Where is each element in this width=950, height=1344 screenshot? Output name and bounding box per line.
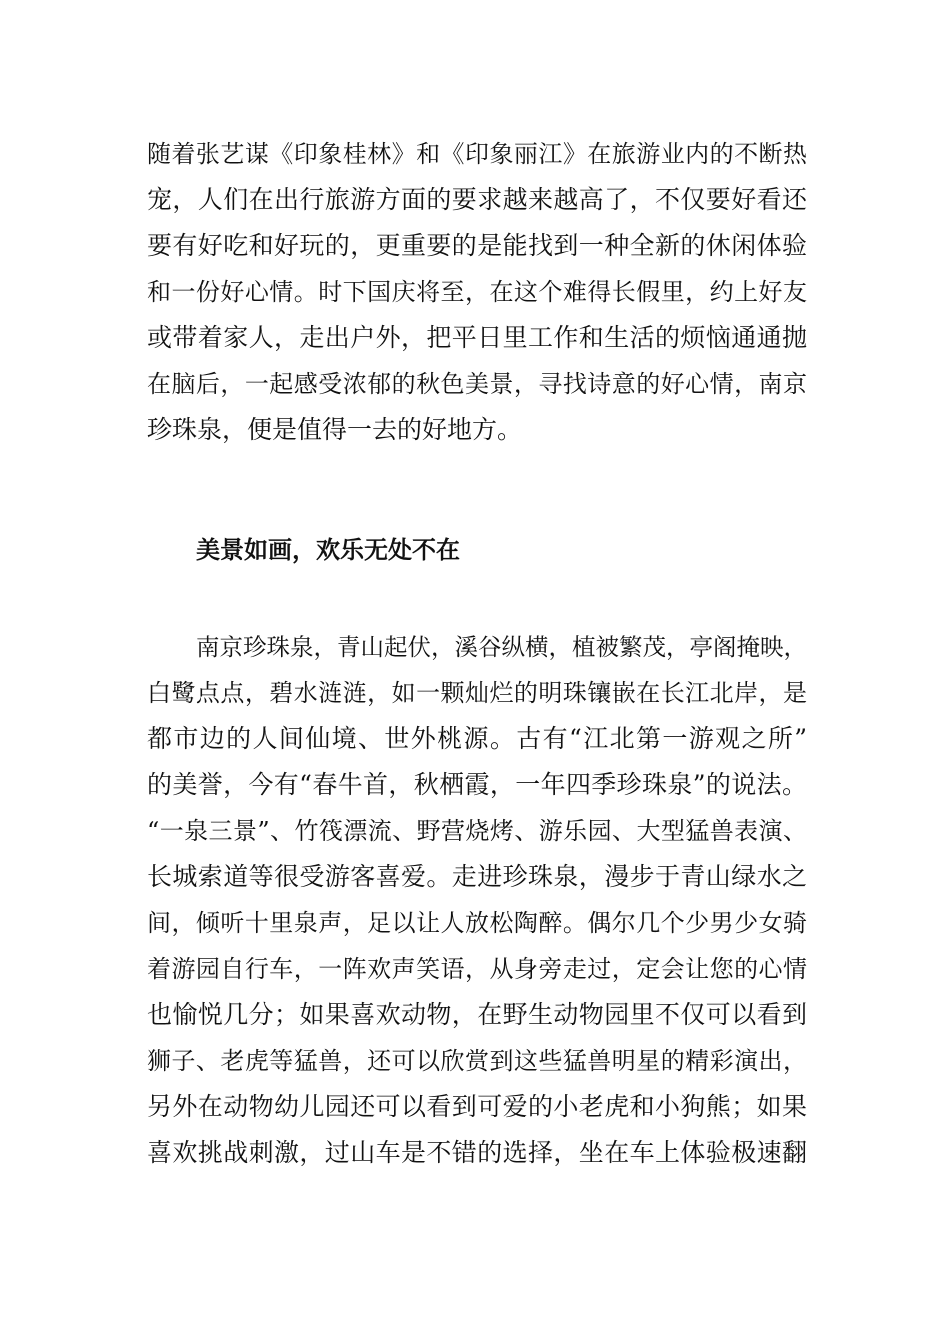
paragraph-line: 白鹭点点，碧水涟涟，如一颗灿烂的明珠镶嵌在长江北岸，是 (147, 679, 807, 707)
paragraph-line: 也愉悦几分；如果喜欢动物，在野生动物园里不仅可以看到 (147, 1000, 807, 1029)
paragraph-line: 另外在动物幼儿园还可以看到可爱的小老虎和小狗熊；如果 (147, 1092, 807, 1121)
paragraph-line: 随着张艺谋《印象桂林》和《印象丽江》在旅游业内的不断热 (147, 140, 807, 168)
paragraph-line: 都市边的人间仙境、世外桃源。古有“江北第一游观之所” (147, 724, 807, 753)
paragraph-line: “一泉三景”、竹筏漂流、野营烧烤、游乐园、大型猛兽表演、 (147, 817, 807, 845)
paragraph-line: 狮子、老虎等猛兽，还可以欣赏到这些猛兽明星的精彩演出， (147, 1047, 807, 1075)
paragraph-line: 间，倾听十里泉声，足以让人放松陶醉。偶尔几个少男少女骑 (147, 909, 807, 937)
paragraph-line: 珍珠泉，便是值得一去的好地方。 (147, 415, 523, 444)
paragraph-line: 宠，人们在出行旅游方面的要求越来越高了，不仅要好看还 (147, 185, 807, 214)
paragraph-line: 和一份好心情。时下国庆将至，在这个难得长假里，约上好友 (147, 278, 807, 306)
paragraph-line: 在脑后，一起感受浓郁的秋色美景，寻找诗意的好心情，南京 (147, 370, 807, 398)
paragraph-line: 长城索道等很受游客喜爱。走进珍珠泉，漫步于青山绿水之 (147, 862, 807, 891)
section-heading: 美景如画，欢乐无处不在 (196, 536, 460, 564)
paragraph-line: 的美誉，今有“春牛首，秋栖霞，一年四季珍珠泉”的说法。 (147, 770, 807, 799)
paragraph-line: 要有好吃和好玩的，更重要的是能找到一种全新的休闲体验 (147, 231, 807, 260)
paragraph-line: 南京珍珠泉，青山起伏，溪谷纵横，植被繁茂，亭阁掩映， (196, 633, 807, 661)
paragraph-line: 或带着家人，走出户外，把平日里工作和生活的烦恼通通抛 (147, 323, 807, 352)
paragraph-line: 着游园自行车，一阵欢声笑语，从身旁走过，定会让您的心情 (147, 955, 807, 983)
paragraph-line: 喜欢挑战刺激，过山车是不错的选择，坐在车上体验极速翻 (147, 1138, 807, 1167)
